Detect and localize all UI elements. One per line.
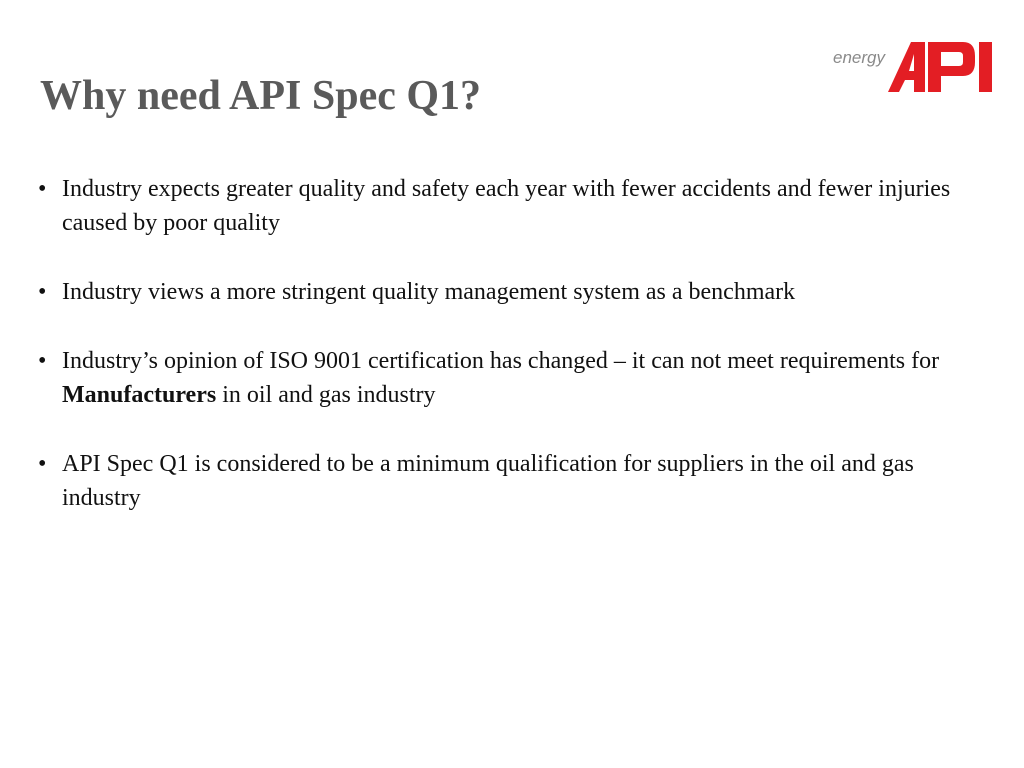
bullet-item: [38, 344, 998, 412]
bullet-dot: •: [38, 348, 47, 374]
bullet-dot: •: [38, 279, 47, 305]
bullet-item: [38, 275, 998, 309]
bullet-dot: •: [38, 451, 47, 477]
bullet-text: API Spec Q1 is considered to be a minimum qualification for suppliers in the oil and gas industry: [62, 451, 914, 511]
bullet-list: [38, 172, 998, 550]
bullet-text: Industry expects greater quality and safety each year with fewer accidents and fewer injuries caused by poor quality: [62, 176, 951, 236]
bullet-item: [38, 172, 998, 240]
bullet-text: [62, 348, 939, 408]
logo-wordmark: energy: [833, 48, 885, 67]
bullet-text-bold: Manufacturers: [62, 382, 217, 408]
bullet-text-after: in oil and gas industry: [216, 382, 436, 408]
slide-title: Why need API Spec Q1?: [40, 73, 482, 119]
logo-letters: [888, 42, 992, 92]
api-energy-logo: [833, 36, 995, 96]
bullet-dot: •: [38, 176, 47, 202]
bullet-text: Industry views a more stringent quality management system as a benchmark: [62, 279, 796, 305]
bullet-text-before: Industry’s opinion of ISO 9001 certification has changed – it can not meet requirements for: [62, 348, 940, 374]
bullet-item: [38, 447, 998, 515]
